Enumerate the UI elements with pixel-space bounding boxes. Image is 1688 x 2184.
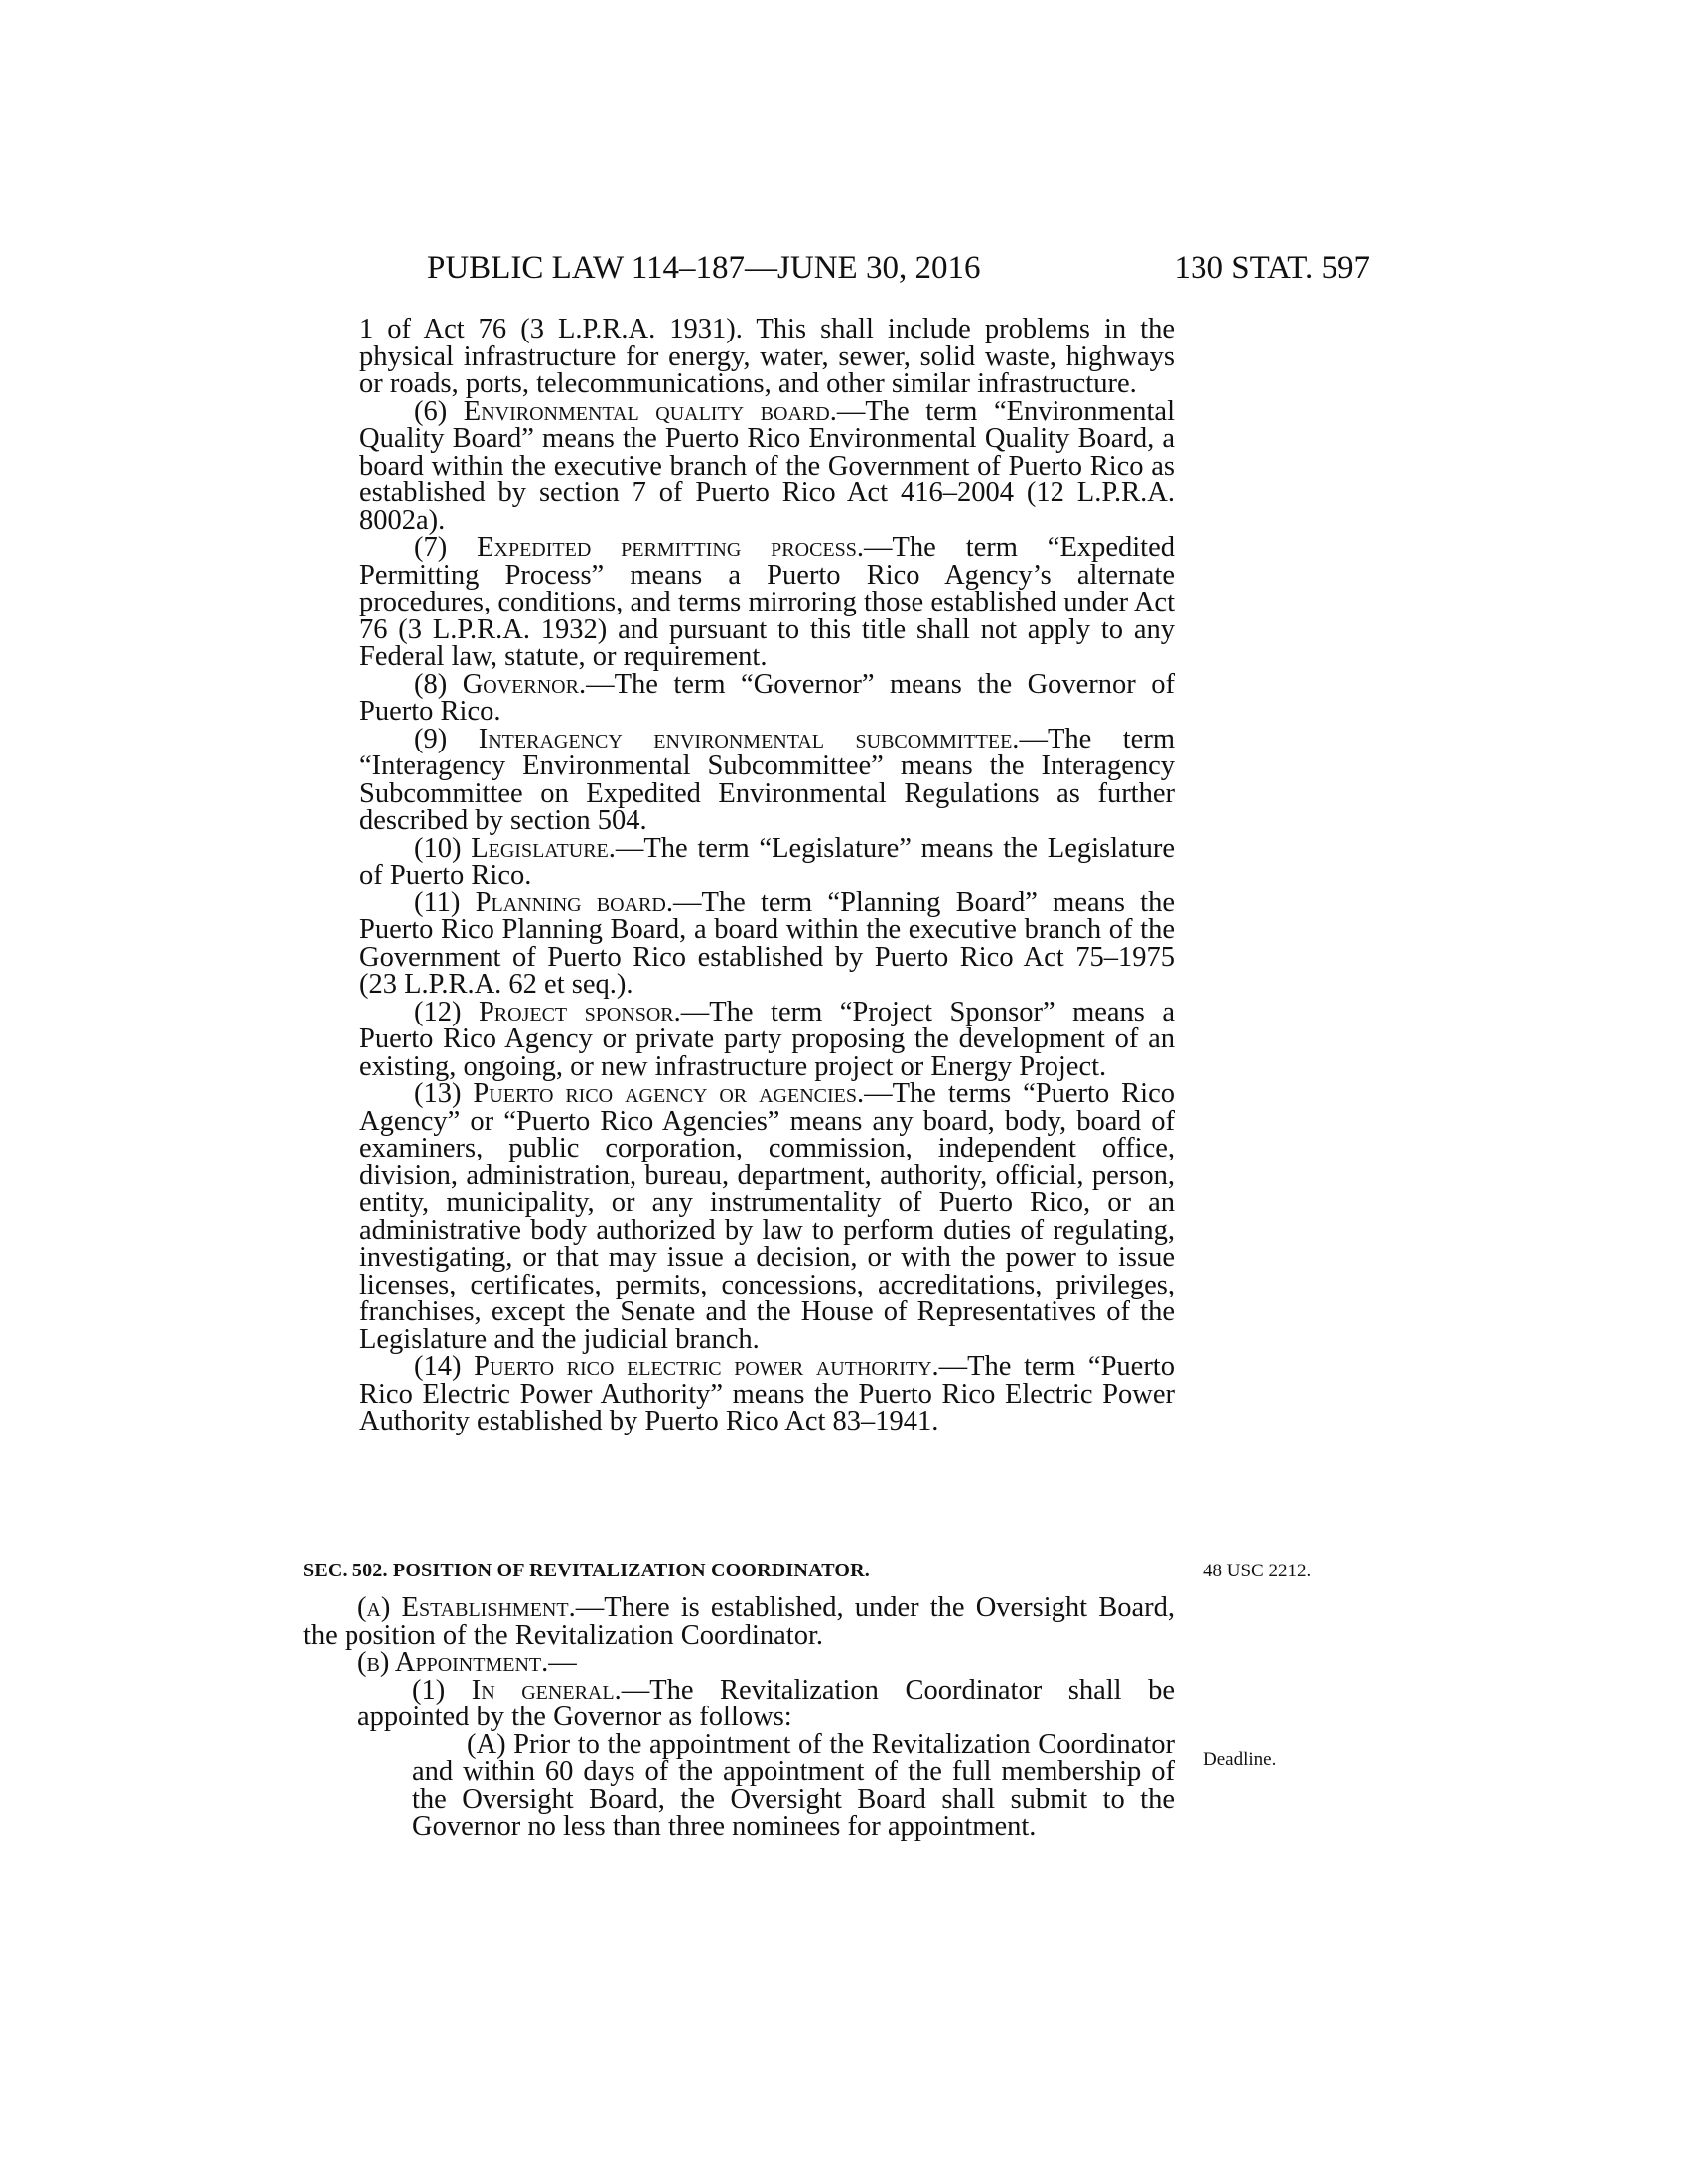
subsection-heading: (b) Appointment.: [357, 1647, 549, 1678]
definition-11: [359, 889, 1175, 999]
definition-heading: (12) Project sponsor.: [414, 996, 681, 1027]
running-header: [427, 248, 1370, 288]
definition-heading: (9) Interagency environmental subcommittee.: [414, 723, 1020, 754]
paragraph-continuation: 1 of Act 76 (3 L.P.R.A. 1931). This shall include problems in the physical infrastructure for energy, water, sewer, solid waste, highways or roads, ports, telecommunications, and other similar infrastructure.: [359, 314, 1175, 399]
definition-9: [359, 723, 1175, 836]
section-heading: SEC. 502. POSITION OF REVITALIZATION COORDINATOR.: [303, 1560, 871, 1581]
definition-13: [359, 1080, 1175, 1353]
statute-page-number: 130 STAT. 597: [1174, 250, 1370, 286]
definition-7: [359, 534, 1175, 671]
definition-14: [359, 1353, 1175, 1435]
definition-body: —The term “Puerto Rico Electric Power Authority” means the Puerto Rico Electric Power Authority established by Puerto Rico Act 83–1941.: [359, 1351, 1175, 1436]
subsection-body: —There is established, under the Oversight Board, the position of the Revitalization Coordinator.: [303, 1592, 1175, 1651]
definitions-block: [359, 316, 1175, 1435]
definition-6: [359, 395, 1176, 536]
subsection-body: —: [548, 1647, 577, 1678]
definition-heading: (6) Environmental quality board.: [414, 395, 837, 427]
definition-body: —The term “Planning Board” means the Puerto Rico Planning Board, a board within the executive branch of the Government of Puerto Rico established by Puerto Rico Act 75–1975 (23 L.P.R.A. 62 et seq.).: [359, 887, 1175, 1000]
page-title: PUBLIC LAW 114–187—JUNE 30, 2016: [427, 250, 981, 286]
paragraph-body: —The Revitalization Coordinator shall be appointed by the Governor as follows:: [357, 1674, 1175, 1732]
subsection-b: [303, 1649, 1175, 1677]
paragraph-b1: [303, 1674, 1175, 1732]
definition-body: —The term “Project Sponsor” means a Puerto Rico Agency or private party proposing the development of an existing, ongoing, or new infrastructure project or Energy Project.: [359, 996, 1176, 1082]
definition-heading: (10) Legislature.: [414, 832, 616, 864]
definition-heading: (7) Expedited permitting process.: [414, 532, 864, 563]
definition-10: [359, 832, 1175, 890]
subparagraph-A: (A) Prior to the appointment of the Revitalization Coordinator and within 60 days of the appointment of the full membership of the Oversight Board, the Oversight Board shall submit to the Governor no less than three nominees for appointment.: [412, 1728, 1175, 1842]
subsection-heading: (a) Establishment.: [357, 1592, 576, 1623]
definition-heading: (13) Puerto rico agency or agencies.: [414, 1078, 865, 1109]
definition-body: —The term “Interagency Environmental Subcommittee” means the Interagency Subcommittee on Expedited Environmental Regulations as further described by section 504.: [359, 723, 1175, 836]
usc-citation-note: 48 USC 2212.: [1203, 1561, 1312, 1581]
definition-body: —The term “Expedited Permitting Process” means a Puerto Rico Agency’s alternate procedures, conditions, and terms mirroring those established under Act 76 (3 L.P.R.A. 1932) and pursuant to this title shall not apply to any Federal law, statute, or requirement.: [359, 532, 1175, 672]
definition-body: —The terms “Puerto Rico Agency” or “Puerto Rico Agencies” means any board, body, board of examiners, public corporation, commission, independent office, division, administration, bureau, department, authority, official, person, entity, municipality, or any instrumentality of Puerto Rico, or an administrative body authorized by law to perform duties of regulating, investigating, or that may issue a decision, or with the power to issue licenses, certificates, permits, concessions, accreditations, privileges, franchises, except the Senate and the House of Representatives of the Legislature and the judicial branch.: [359, 1078, 1176, 1355]
definition-heading: (8) Governor.: [414, 668, 587, 700]
definition-heading: (14) Puerto rico electric power authority.: [414, 1351, 939, 1382]
definition-body: —The term “Governor” means the Governor of Puerto Rico.: [359, 668, 1175, 727]
paragraph-heading: (1) In general.: [412, 1674, 622, 1706]
deadline-note: Deadline.: [1203, 1749, 1277, 1770]
subsection-a: [303, 1594, 1175, 1649]
definition-12: [359, 996, 1176, 1082]
section-502-body: [303, 1594, 1175, 1841]
definition-body: —The term “Environmental Quality Board” means the Puerto Rico Environmental Quality Board, a board within the executive branch of the Government of Puerto Rico as established by section 7 of Puerto Rico Act 416–2004 (12 L.P.R.A. 8002a).: [359, 395, 1176, 536]
definition-body: —The term “Legislature” means the Legislature of Puerto Rico.: [359, 832, 1175, 890]
definition-heading: (11) Planning board.: [414, 887, 673, 918]
definition-8: [359, 668, 1175, 727]
